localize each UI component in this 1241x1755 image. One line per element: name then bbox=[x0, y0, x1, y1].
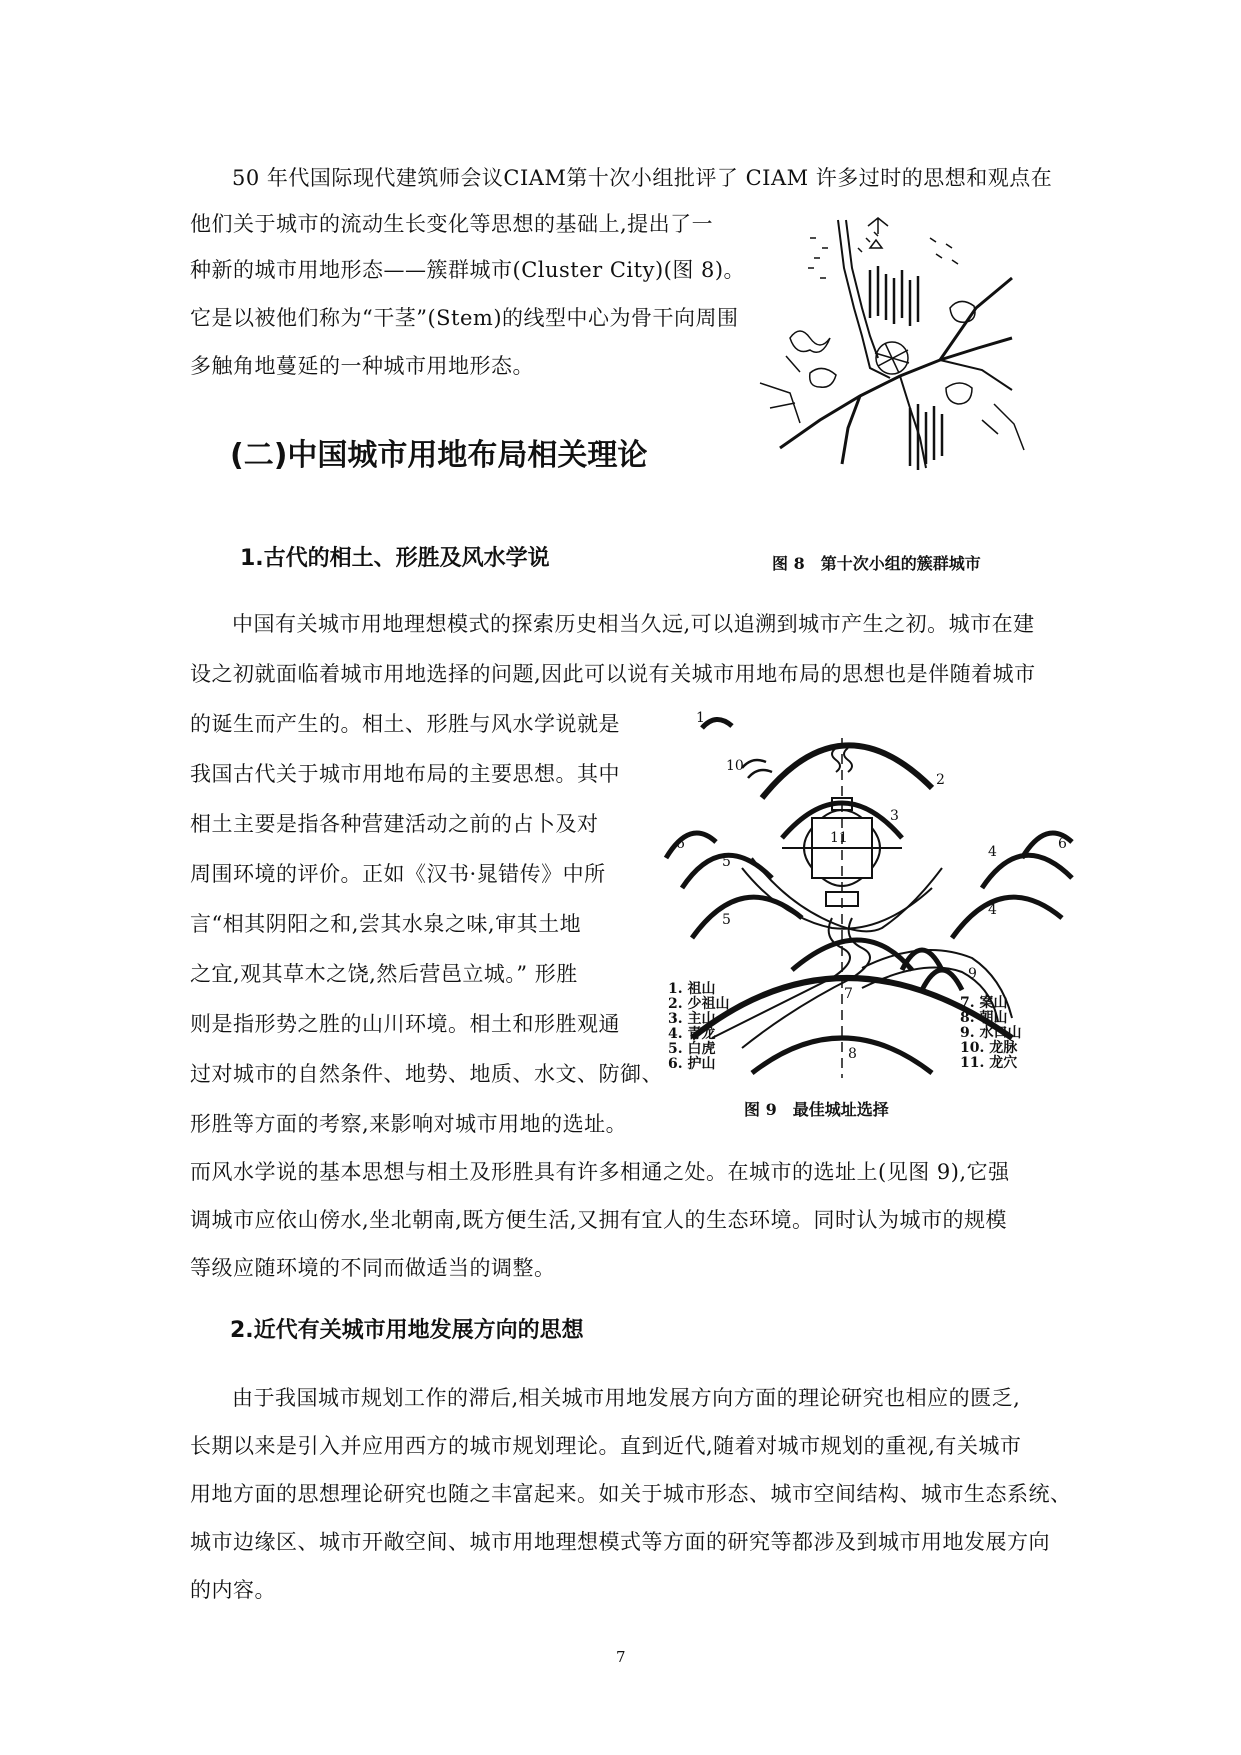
legend-item: 9. 水口山 bbox=[960, 1025, 1022, 1041]
legend-item: 11. 龙穴 bbox=[960, 1055, 1018, 1071]
fig9-num-10: 10 bbox=[726, 758, 744, 774]
legend-item: 8. 朝山 bbox=[960, 1010, 1008, 1026]
page-number: 7 bbox=[616, 1648, 626, 1666]
sub2-line-1: 由于我国城市规划工作的滞后,相关城市用地发展方向方面的理论研究也相应的匮乏, bbox=[232, 1386, 1021, 1410]
figure-9-legend-right bbox=[960, 996, 1022, 1071]
legend-item: 7. 案山 bbox=[960, 995, 1008, 1011]
sub1-line-12: 而风水学说的基本思想与相土及形胜具有许多相通之处。在城市的选址上(见图 9),它强 bbox=[190, 1160, 1010, 1184]
sub1-line-3: 的诞生而产生的。相土、形胜与风水学说就是 bbox=[190, 712, 620, 736]
legend-item: 5. 白虎 bbox=[668, 1041, 716, 1057]
sub1-line-6: 周围环境的评价。正如《汉书·晁错传》中所 bbox=[190, 862, 606, 886]
fig9-num-9: 9 bbox=[968, 966, 977, 982]
sub1-line-11: 形胜等方面的考察,来影响对城市用地的选址。 bbox=[190, 1112, 628, 1136]
figure-8-caption: 图 8 第十次小组的簇群城市 bbox=[772, 554, 981, 573]
legend-item: 1. 祖山 bbox=[668, 981, 716, 997]
sub1-line-5: 相土主要是指各种营建活动之前的占卜及对 bbox=[190, 812, 599, 836]
sub2-line-4: 城市边缘区、城市开敞空间、城市用地理想模式等方面的研究等都涉及到城市用地发展方向 bbox=[190, 1530, 1050, 1554]
subsection-2-heading: 2.近代有关城市用地发展方向的思想 bbox=[230, 1318, 584, 1343]
fig9-num-3: 3 bbox=[890, 808, 899, 824]
fig9-num-8: 8 bbox=[848, 1046, 857, 1062]
legend-item: 3. 主山 bbox=[668, 1011, 716, 1027]
subsection-1-heading: 1.古代的相土、形胜及风水学说 bbox=[240, 546, 550, 571]
figure-9-caption: 图 9 最佳城址选择 bbox=[744, 1100, 889, 1119]
fig9-num-5b: 5 bbox=[722, 912, 731, 928]
figure-8-cluster-city-sketch bbox=[750, 208, 1040, 498]
legend-item: 10. 龙脉 bbox=[960, 1040, 1018, 1056]
figure-9-legend-left bbox=[668, 982, 730, 1072]
intro-line-2: 他们关于城市的流动生长变化等思想的基础上,提出了一 bbox=[190, 212, 714, 236]
sub2-line-3: 用地方面的思想理论研究也随之丰富起来。如关于城市形态、城市空间结构、城市生态系统、 bbox=[190, 1482, 1072, 1506]
sub1-line-1: 中国有关城市用地理想模式的探索历史相当久远,可以追溯到城市产生之初。城市在建 bbox=[232, 612, 1035, 636]
legend-item: 2. 少祖山 bbox=[668, 996, 730, 1012]
sub2-line-2: 长期以来是引入并应用西方的城市规划理论。直到近代,随着对城市规划的重视,有关城市 bbox=[190, 1434, 1022, 1458]
fig9-num-4b: 4 bbox=[988, 902, 997, 918]
sub1-line-7: 言“相其阴阳之和,尝其水泉之味,审其土地 bbox=[190, 912, 582, 936]
fig9-num-4: 4 bbox=[988, 844, 997, 860]
fig9-num-11: 11 bbox=[830, 830, 848, 846]
fig9-num-2: 2 bbox=[936, 772, 945, 788]
intro-line-1: 50 年代国际现代建筑师会议CIAM第十次小组批评了 CIAM 许多过时的思想和观点在 bbox=[232, 166, 1053, 190]
sub1-line-14: 等级应随环境的不同而做适当的调整。 bbox=[190, 1256, 556, 1280]
intro-line-3: 种新的城市用地形态——簇群城市(Cluster City)(图 8)。 bbox=[190, 258, 746, 282]
intro-line-4: 它是以被他们称为“干茎”(Stem)的线型中心为骨干向周围 bbox=[190, 306, 739, 330]
sub1-line-4: 我国古代关于城市用地布局的主要思想。其中 bbox=[190, 762, 620, 786]
sub1-line-2: 设之初就面临着城市用地选择的问题,因此可以说有关城市用地布局的思想也是伴随着城市 bbox=[190, 662, 1036, 686]
sub1-line-13: 调城市应依山傍水,坐北朝南,既方便生活,又拥有宜人的生态环境。同时认为城市的规模 bbox=[190, 1208, 1008, 1232]
legend-item: 4. 青龙 bbox=[668, 1026, 716, 1042]
fig9-num-1: 1 bbox=[696, 710, 705, 726]
sub2-line-5: 的内容。 bbox=[190, 1578, 276, 1602]
section-heading: (二)中国城市用地布局相关理论 bbox=[230, 438, 648, 473]
intro-line-5: 多触角地蔓延的一种城市用地形态。 bbox=[190, 354, 534, 378]
sub1-line-8: 之宜,观其草木之饶,然后营邑立城。” 形胜 bbox=[190, 962, 578, 986]
fig9-num-6b: 6 bbox=[1058, 836, 1067, 852]
legend-item: 6. 护山 bbox=[668, 1056, 716, 1072]
fig9-num-5: 5 bbox=[722, 854, 731, 870]
fig9-num-7: 7 bbox=[844, 986, 853, 1002]
fig9-num-6: 6 bbox=[676, 836, 685, 852]
sub1-line-9: 则是指形势之胜的山川环境。相土和形胜观通 bbox=[190, 1012, 620, 1036]
sub1-line-10: 过对城市的自然条件、地势、地质、水文、防御、 bbox=[190, 1062, 663, 1086]
